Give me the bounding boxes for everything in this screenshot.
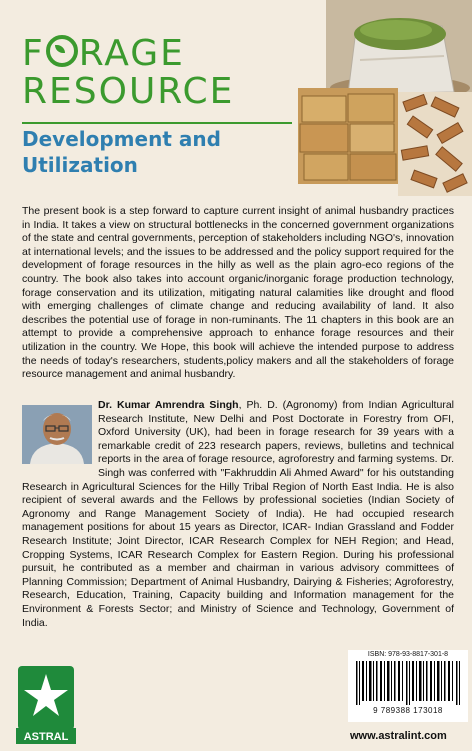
barcode — [348, 650, 468, 722]
isbn: ISBN: 978-93-8817-301-8 — [367, 651, 449, 658]
hay-bales-photo — [298, 88, 398, 184]
publisher-website: www.astralint.com — [350, 730, 447, 742]
title-line-1: F RAGE — [22, 33, 185, 74]
book-title — [22, 35, 302, 111]
author-bio-text: , Ph. D. (Agronomy) from Indian Agricultural Research Institute, New Delhi and Post Doctorate in Forestry from OFI, Oxford University (UK), had been in forage research for 39 years with a remarkable credit of 223 research papers, reviews, bulletins and technical reports in the area of forage resource, agroforestry and farming systems. Dr. Singh was conferred with "Fakhruddin Ali Ahmed Award" for his outstanding Research in Agricultural Sciences for the Hilly Tribal Region of North East India. He is also recipient of several awards and the Fellows by professional societies (Indian Society of Agronomy and Range Management Society of India). He had occupied research management positions for about 15 years as Director, ICAR- Indian Grassland and Fodder Research Institute; Joint Director, ICAR Research Complex for NEH Region; and Head, Cropping Systems, ICAR Research Complex for Eastern Region. During his professional pursuit, he contributed as a member and chairman in various advisory committees of Planning Commission; Department of Animal Husbandry, Dairying & Fisheries; Agroforestry, Research, Education, Training, Capacity building and Information management for the Environment & Forests Sector; and Ministry of Science and Technology, Government of India. — [22, 399, 454, 629]
subtitle-line-2: Utilization — [22, 153, 138, 177]
cover-photo-collage — [298, 0, 472, 196]
subtitle-line-1: Development and — [22, 127, 221, 151]
fodder-blocks-photo — [398, 92, 472, 196]
title-line-2: RESOURCE — [22, 71, 235, 112]
author-name: Dr. Kumar Amrendra Singh — [98, 399, 239, 411]
astral-logo — [16, 664, 76, 746]
leaf-in-circle-icon — [46, 35, 78, 67]
book-description: The present book is a step forward to capture current insight of animal husbandry practices in India. It takes a view on structural bottlenecks in the concerned government organizations of the state and central governments, perception of stakeholders including NGO's, innovation at international levels; and the issues to be addressed and the policy support required for the development of forage resources in the hilly as well as the plain agro-eco regions of the country. The book also takes into account organic/inorganic forage production technology, forage conservation and its utilization, mitigating natural calamities like drought and flood with emerging challenges of climate change and reducing availability of land. It also describes the potential use of forage in non-ruminants. The 11 chapters in this book are an attempt to provide a comprehensive approach to enhance forage resources and their utilization in the country. We Hope, this book will achieve the intended purpose to address the needs of today's researchers, students,policy makers and all the stakeholders of forage resource management and animal husbandry. — [22, 205, 454, 381]
barcode-bars — [354, 661, 462, 705]
publisher-name: ASTRAL — [23, 731, 69, 743]
barcode-number: 9 789388 173018 — [373, 706, 443, 715]
silage-bag-photo — [326, 0, 472, 100]
title-divider — [22, 122, 292, 124]
book-subtitle — [22, 126, 292, 178]
cover-header — [0, 0, 472, 196]
author-bio — [22, 399, 454, 630]
